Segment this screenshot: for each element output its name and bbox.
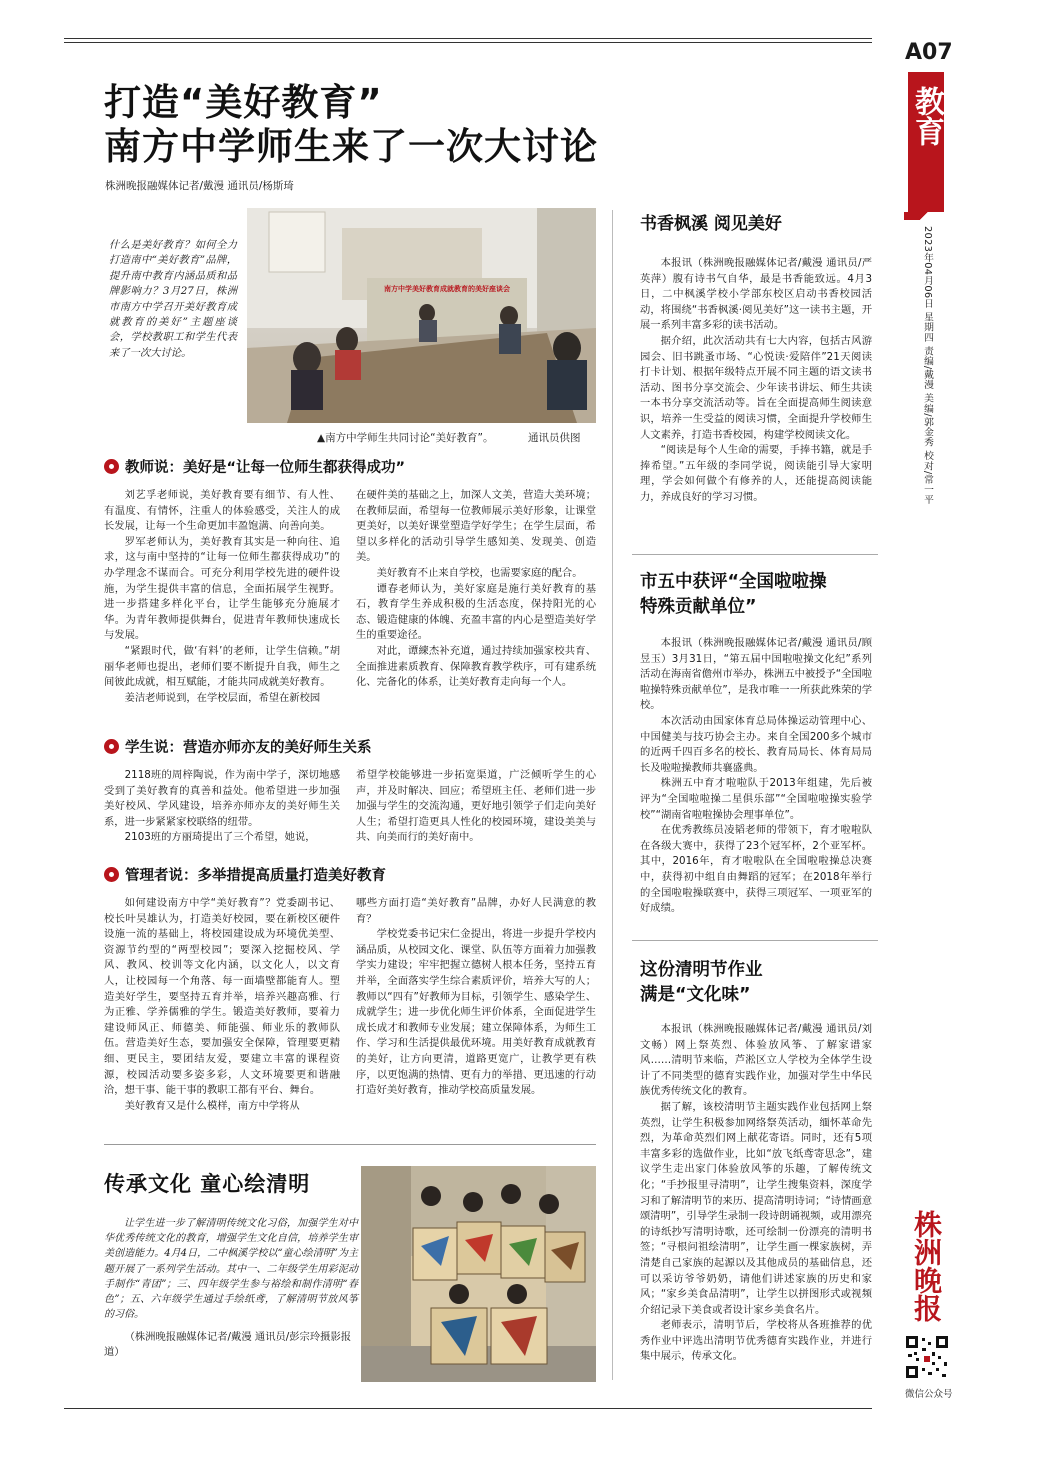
bottom-rule xyxy=(64,1408,872,1409)
title-line: 这份清明节作业 xyxy=(640,960,763,980)
section-tab-fold xyxy=(904,212,944,220)
right-divider-1 xyxy=(632,554,878,555)
bullet-icon xyxy=(104,867,119,882)
section-heading-text: 学生说：营造亦师亦友的美好师生关系 xyxy=(125,740,372,756)
section-heading-teachers xyxy=(104,456,405,477)
paragraph: 本报讯（株洲晚报融媒体记者/戴漫 通讯员/严英萍）腹有诗书气自华，最是书香能致远。4月3日，二中枫溪学校小学部东校区启动书香校园活动，将围绕“书香枫溪·阅见美好”这一读书主题，开展一系列丰富多彩的读书活动。 xyxy=(640,257,872,332)
paragraph: 本次活动由国家体育总局体操运动管理中心、中国健美与技巧协会主办。来自全国200多个城市的近两千四百多名的校长、教育局局长、体育局局长及啦啦操教师共襄盛典。 xyxy=(640,714,872,774)
section1-col1 xyxy=(104,488,340,706)
paragraph: 美好教育不止来自学校，也需要家庭的配合。 xyxy=(376,566,583,579)
section2-col2 xyxy=(356,768,596,846)
paragraph: 据介绍，此次活动共有七大内容，包括古风游园会、旧书跳蚤市场、“心悦读·爱陪伴”21天阅读打卡计划、根据年级特点开展不同主题的语文读书活动、图书分享交流会、少年读书讲坛、师生共读一本书分享交流活动等。旨在全面提高师生阅读意识，培养一生受益的阅读习惯，全面提升学校师生人文素养，打造书香校园，构建学校阅读文化。 xyxy=(640,334,872,441)
paragraph: 姜洁老师说到，在学校层面，希望在新校园 xyxy=(124,691,321,704)
paragraph: 罗军老师认为，美好教育其实是一种向往、追求，这与南中坚持的“让每一位师生都获得成功”的办学理念不谋而合。可充分利用学校先进的硬件设施，为学生提供丰富的信息，全面拓展学生视野。进一步搭建多样化平台，让学生能够充分施展才华。为青年教师提供舞台，促进青年教师快速成长与发展。 xyxy=(104,535,340,642)
section2-col1 xyxy=(104,768,340,846)
section-heading-text: 教师说：美好是“让每一位师生都获得成功” xyxy=(125,460,406,476)
issue-meta: 2023年04月06日 星期四 责编/戴漫 美编/郭金秀 校对/常一平 xyxy=(922,226,933,505)
qr-code-icon[interactable] xyxy=(904,1334,950,1380)
section-tab xyxy=(908,72,944,212)
paragraph: 据了解，该校清明节主题实践作业包括网上祭英烈，让学生积极参加网络祭英活动，缅怀革命先烈，为革命英烈们网上献花寄语。同时，还有5项丰富多彩的选做作业，比如“放飞纸鸢寄思念”，建议学生走出家门体验放风筝的乐趣，了解传统文化；“手抄报里寻清明”，让学生搜集资料，深度学习和了解清明节的来历、提高清明诗词；“诗情画意颂清明”，引导学生录制一段诗朗诵视频，或用漂亮的诗纸抄写清明诗歌，还可绘制一份漂亮的清明书签；“寻根问祖绘清明”，让学生画一棵家族树，弄清楚自己家族的起源以及其他成员的基础信息，还可以采访爷爷奶奶，请他们讲述家族的历史和家风；“家乡美食品清明”，让学生以拼图形式或视频介绍记录下美食或者设计家乡美食名片。 xyxy=(640,1100,872,1316)
section3-col2 xyxy=(356,896,596,1099)
column-divider xyxy=(612,210,613,1380)
paragraph: 如何建设南方中学“美好教育”？党委副书记、校长叶昊雄认为，打造美好校园，要在新校区硬件设施一流的基础上，将校园建设成为环境优美型、资源节约型的“两型校园”；要深入挖掘校风、学风、教风、校训等文化内涵，以文化人，以文育人，让校园每一个角落、每一面墙壁都能育人。塑造美好学生，要坚持五育并举，培养兴趣高雅、行为正雅、学养儒雅的学生。锻造美好教师，要着力建设师风正、师德美、师能强、师业乐的教师队伍。营造美好生态，要加强安全保障，管理要更精细、更民主，要团结友爱，要建立丰富的课程资源，校园活动要多姿多彩，人文环境要更和谐融洽，想干事、能干事的教职工都有平台、舞台。 xyxy=(104,897,340,1097)
title-line: 特殊贡献单位” xyxy=(640,597,757,617)
qr-label: 微信公众号 xyxy=(905,1389,953,1400)
photo-caption: ▲南方中学师生共同讨论“美好教育”。 xyxy=(317,432,494,444)
children-photo-image xyxy=(361,1166,596,1382)
headline-line1: 打造“美好教育” xyxy=(104,81,383,124)
paragraph: 希望学校能够进一步拓宽渠道，广泛倾听学生的心声，并及时解决、回应；希望班主任、老师们进一步加强与学生的交流沟通，更好地引领学子们走向美好人生；希望打造更具人性化的校园环境，建设美美与共、向美而行的美好南中。 xyxy=(356,769,596,844)
bullet-icon xyxy=(104,459,119,474)
right-divider-2 xyxy=(632,940,878,941)
right-article1-body xyxy=(640,256,872,506)
headline-line2: 南方中学师生来了一次大讨论 xyxy=(104,125,598,168)
right-article1-title: 书香枫溪 阅见美好 xyxy=(640,214,782,234)
top-rule-2 xyxy=(64,42,872,43)
paragraph: 在优秀教练员凌韬老师的带领下，育才啦啦队在各级大赛中，获得了23个冠军杯，2个亚军杯。其中，2016年，育才啦啦队在全国啦啦操总决赛中，获得初中组自由舞蹈的冠军；在2018年举行的全国啦啦操联赛中，获得三项冠军、一项亚军的好成绩。 xyxy=(640,824,872,915)
paragraph: 本报讯（株洲晚报融媒体记者/戴漫 通讯员/顾昱玉）3月31日，“第五届中国啦啦操文化纪”系列活动在海南省儋州市举办，株洲五中被授予“全国啦啦操特殊贡献单位”，是我市唯一一所获此殊荣的学校。 xyxy=(640,637,872,712)
paragraph: 刘艺孚老师说，美好教育要有细节、有人性、有温度、有情怀，注重人的体验感受，关注人的成长发展，让每一个生命更加丰盈饱满、向善向美。 xyxy=(104,489,340,533)
paragraph: “紧跟时代，做‘有料’的老师，让学生信赖。”胡丽华老师也提出，老师们要不断提升自我，师生之间彼此成就，相互赋能，才能共同成就美好教育。 xyxy=(104,644,340,689)
children-photo xyxy=(361,1166,596,1382)
meeting-photo-image xyxy=(247,208,596,423)
paragraph: 2118班的周梓陶说，作为南中学子，深切地感受到了美好教育的真善和益处。他希望进一步加强美好校风、学风建设，培养亦师亦友的美好师生关系，进一步紧紧家校联络的纽带。 xyxy=(104,769,340,828)
paragraph: “阅读是每个人生命的需要，手捧书籍，就是手捧希望。”五年级的李同学说，阅读能引导大家明理，学会如何做个有修养的人，还能提高阅读能力，养成良好的学习习惯。 xyxy=(640,444,872,503)
culture-body: 让学生进一步了解清明传统文化习俗，加强学生对中华优秀传统文化的教育，增强学生文化自信，培养学生审美创造能力。4月4日，二中枫溪学校以“童心绘清明”为主题开展了一系列学生活动。其中一、二年级学生用彩泥动手制作“青团”；三、四年级学生参与裕绘和制作清明“春色”；五、六年级学生通过手绘纸鸢，了解清明节放风筝的习俗。 xyxy=(104,1218,358,1321)
section-heading-managers xyxy=(104,864,386,885)
right-article3-body xyxy=(640,1022,872,1365)
photo-credit: 通讯员供图 xyxy=(528,432,581,444)
paragraph: 哪些方面打造“美好教育”品牌，办好人民满意的教育？ xyxy=(356,897,596,925)
paragraph: 本报讯（株洲晚报融媒体记者/戴漫 通讯员/刘文畅）网上祭英烈、体验放风筝、了解家谱家风……清明节来临，芦淞区立人学校为全体学生设计了不同类型的德育实践作业，加强对学生中华民族优秀传统文化的教育。 xyxy=(640,1023,872,1098)
right-article3-title xyxy=(640,958,763,1008)
paragraph: 对此，谭練杰补充道，通过持续加强家校共育、全面推进素质教育、保障教育教学秩序，可有建系统化、完备化的体系，让美好教育走向每一个人。 xyxy=(356,644,596,689)
paragraph: 美好教育又是什么模样，南方中学将从 xyxy=(124,1099,300,1112)
right-article2-body xyxy=(640,636,872,917)
culture-credit: （株洲晚报融媒体记者/戴漫 通讯员/彭宗玲摄影报道） xyxy=(104,1331,352,1359)
section-heading-text: 管理者说：多举措提高质量打造美好教育 xyxy=(125,868,386,884)
paragraph: 在硬件美的基础之上，加深人文美，营造大美环境；在教师层面，希望每一位教师展示美好形象，让课堂更美好，以美好课堂塑造学好学生；在学生层面，希望以多样化的活动引导学生感知美、发现美、创造美。 xyxy=(356,489,596,564)
right-article2-title xyxy=(640,570,827,620)
top-rule xyxy=(64,38,872,39)
paragraph: 株洲五中育才啦啦队于2013年组建，先后被评为“全国啦啦操二星俱乐部”“全国啦啦操实验学校”“湖南省啦啦操协会理事单位”。 xyxy=(640,777,872,821)
paragraph: 2103班的方丽琦提出了三个希望，她说， xyxy=(124,831,316,844)
paragraph: 学校党委书记宋仁金提出，将进一步提升学校内涵品质，从校园文化、课堂、队伍等方面着力加强教学实力建设；牢牢把握立德树人根本任务，坚持五育并举，全面落实学生综合素质评价，培养大写的人；教师以“四有”好教师为目标，引领学生、感染学生、成就学生；进一步优化师生评价体系，全面促进学生成长成才和教师专业发展；建立保障体系，为师生工作、学习和生活提供最优环境。用美好教育成就教育的美好，让方向更清，道路更宽广，让教学更有秩序，以更饱满的热情、更有力的举措、更迅速的行动打造好美好教育，推动学校高质量发展。 xyxy=(356,928,596,1097)
page-number: A07 xyxy=(905,40,953,65)
brand-logo: 株洲晚报 xyxy=(910,1210,943,1322)
section-name: 教育 xyxy=(909,86,944,146)
paragraph: 老师表示，清明节后，学校将从各班推荐的优秀作业中评选出清明节优秀德育实践作业，并进行集中展示，传承文化。 xyxy=(640,1319,872,1363)
culture-title: 传承文化 童心绘清明 xyxy=(104,1172,311,1196)
byline: 株洲晚报融媒体记者/戴漫 通讯员/杨斯琦 xyxy=(105,180,294,192)
article-divider xyxy=(104,1144,596,1145)
bullet-icon xyxy=(104,739,119,754)
paragraph: 谭春老师认为，美好家庭是施行美好教育的基石，教育学生养成积极的生活态度，保持阳光的心态、锻造健康的体魄、充盈丰富的内心是塑造美好学生的重要途径。 xyxy=(356,582,596,642)
intro-paragraph: 什么是美好教育？如何全力打造南中“美好教育”品牌，提升南中教育内涵品质和品牌影响力？3月27日，株洲市南方中学召开美好教育成就教育的美好”主题座谈会，学校教职工和学生代表来了一次大讨论。 xyxy=(109,239,237,359)
section3-col1 xyxy=(104,896,340,1114)
title-line: 满是“文化味” xyxy=(640,985,751,1005)
meeting-photo xyxy=(247,208,596,423)
section-heading-students xyxy=(104,736,372,757)
title-line: 市五中获评“全国啦啦操 xyxy=(640,572,827,592)
meeting-banner: 南方中学美好教育成就教育的美好座谈会 xyxy=(384,285,510,293)
section1-col2 xyxy=(356,488,596,691)
